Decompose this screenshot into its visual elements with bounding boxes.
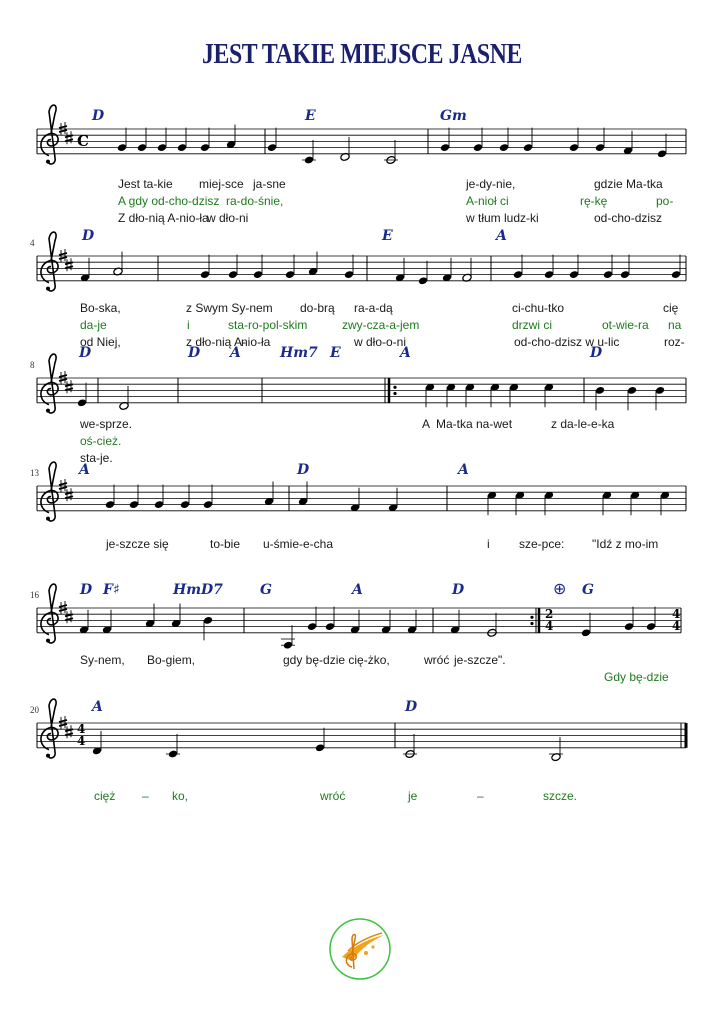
lyric-syllable: Sy-nem, xyxy=(80,653,125,667)
lyric-syllable: rę-kę xyxy=(580,194,608,208)
chord-symbol: D xyxy=(590,345,603,361)
lyric-syllable: szcze. xyxy=(543,789,578,803)
lyric-syllable: Bo-giem, xyxy=(147,653,196,667)
time-signature: 4 xyxy=(672,619,681,633)
lyric-syllable: gdy bę-dzie cię-żko, xyxy=(283,653,390,667)
lyric-syllable: ko, xyxy=(172,789,189,803)
chord-symbol: G xyxy=(582,582,594,598)
lyric-syllable: u-śmie-e-cha xyxy=(263,537,334,551)
staff-system xyxy=(30,699,686,803)
lyric-syllable: Ma-tka na-wet xyxy=(436,417,513,431)
time-signature: 2 xyxy=(545,607,554,621)
staff-system xyxy=(30,345,686,465)
treble-clef-icon xyxy=(41,462,58,521)
sharp-icon xyxy=(59,716,67,729)
repeat-dot xyxy=(393,392,396,395)
chord-symbol: A xyxy=(230,345,241,361)
chord-symbol: D xyxy=(297,462,310,478)
staff-system xyxy=(30,228,686,349)
repeat-dot xyxy=(393,386,396,389)
lyric-syllable: oś-cież. xyxy=(80,434,122,448)
lyric-syllable: Z dło-nią A-nio-ła xyxy=(118,211,209,225)
lyric-syllable: je-szcze się xyxy=(106,537,169,551)
measure-number: 13 xyxy=(30,468,39,478)
lyric-syllable: Jest ta-kie xyxy=(118,177,173,191)
lyric-syllable: z Swym Sy-nem xyxy=(186,301,273,315)
time-signature: 4 xyxy=(77,722,86,736)
sharp-icon xyxy=(59,371,67,384)
sharp-icon xyxy=(59,249,67,262)
lyric-syllable: w dło-o-ni xyxy=(354,335,407,349)
chord-symbol: HmD7 xyxy=(173,582,223,598)
lyric-syllable: i xyxy=(187,318,190,332)
lyric-syllable: to-bie xyxy=(210,537,241,551)
music-logo-icon xyxy=(328,917,392,981)
lyric-syllable: po- xyxy=(656,194,674,208)
chord-symbol: D xyxy=(188,345,201,361)
time-signature: 4 xyxy=(545,619,554,633)
staff-system xyxy=(30,579,681,684)
sharp-icon xyxy=(65,488,73,501)
sharp-icon xyxy=(65,380,73,393)
measure-number: 20 xyxy=(30,705,39,715)
lyric-syllable: do-brą xyxy=(300,301,335,315)
common-time-icon: C xyxy=(77,132,89,150)
lyric-syllable: Bo-ska, xyxy=(80,301,121,315)
lyric-syllable: cięż xyxy=(94,789,116,803)
lyric-syllable: ot-wie-ra xyxy=(602,318,649,332)
lyric-syllable: miej-sce xyxy=(199,177,244,191)
chord-symbol: E xyxy=(305,108,316,124)
sharp-icon xyxy=(59,479,67,492)
lyric-syllable: wróć xyxy=(424,653,450,667)
lyric-syllable: od-cho-dzisz xyxy=(594,211,663,225)
lyric-syllable: ra-do-śnie, xyxy=(226,194,284,208)
lyric-syllable: je-dy-nie, xyxy=(466,177,516,191)
chord-symbol: Gm xyxy=(440,108,467,124)
lyric-syllable: od Niej, xyxy=(80,335,121,349)
lyric-syllable: i xyxy=(487,537,490,551)
lyric-syllable: – xyxy=(477,789,484,803)
lyric-syllable: "Idź z mo-im xyxy=(592,537,659,551)
lyric-syllable: A-nioł ci xyxy=(466,194,509,208)
lyric-syllable: na xyxy=(668,318,682,332)
measure-number: 4 xyxy=(30,238,35,248)
lyric-syllable: ja-sne xyxy=(253,177,286,191)
chord-symbol: A xyxy=(458,462,469,478)
sharp-icon xyxy=(59,601,67,614)
lyric-syllable: od-cho-dzisz w u-lic xyxy=(514,335,620,349)
lyric-syllable: A xyxy=(422,417,431,431)
chord-symbol: D xyxy=(405,699,418,715)
treble-clef-icon xyxy=(41,354,58,413)
repeat-dot xyxy=(530,622,533,625)
chord-symbol: A xyxy=(352,582,363,598)
lyric-syllable: ra-a-dą xyxy=(354,301,393,315)
lyric-syllable: drzwi ci xyxy=(512,318,553,332)
lyric-syllable: – xyxy=(142,789,149,803)
coda-icon: ⊕ xyxy=(553,579,567,598)
lyric-syllable: zwy-cza-a-jem xyxy=(342,318,420,332)
measure-number: 16 xyxy=(30,590,39,600)
lyric-syllable: w tłum ludz-ki xyxy=(466,211,539,225)
chord-symbol: A xyxy=(400,345,411,361)
chord-symbol: A xyxy=(92,699,103,715)
lyric-syllable: ci-chu-tko xyxy=(512,301,565,315)
measure-number: 8 xyxy=(30,360,35,370)
chord-symbol: Hm7 xyxy=(280,345,318,361)
staff-system xyxy=(30,462,686,551)
treble-clef-icon xyxy=(41,584,58,643)
chord-symbol: D xyxy=(82,228,95,244)
lyric-syllable: da-je xyxy=(80,318,107,332)
chord-symbol: G xyxy=(260,582,272,598)
chord-symbol: A xyxy=(79,462,90,478)
lyric-syllable: A gdy od-cho-dzisz xyxy=(118,194,220,208)
chord-symbol: E xyxy=(330,345,341,361)
sharp-icon xyxy=(65,131,73,144)
lyric-syllable: gdzie Ma-tka xyxy=(594,177,663,191)
lyric-syllable: z dło-nią A- xyxy=(186,335,247,349)
chord-symbol: D xyxy=(80,582,93,598)
time-signature: 4 xyxy=(672,607,681,621)
lyric-syllable: Gdy bę-dzie xyxy=(604,670,669,684)
lyric-syllable: we-sprze. xyxy=(80,417,133,431)
lyric-syllable: z da-le-e-ka xyxy=(551,417,615,431)
treble-clef-icon xyxy=(41,699,58,758)
lyric-syllable: roz- xyxy=(664,335,685,349)
lyric-syllable: nio-ła xyxy=(241,335,271,349)
time-signature: 4 xyxy=(77,734,86,748)
chord-symbol: A xyxy=(496,228,507,244)
chord-symbol: E xyxy=(382,228,393,244)
treble-clef-icon xyxy=(41,105,58,164)
lyric-syllable: sta-ro-pol-skim xyxy=(228,318,308,332)
sharp-icon xyxy=(65,258,73,271)
sharp-icon xyxy=(59,122,67,135)
lyric-syllable: sze-pce: xyxy=(519,537,565,551)
chord-symbol: D xyxy=(452,582,465,598)
sharp-icon xyxy=(65,725,73,738)
lyric-syllable: je xyxy=(408,789,418,803)
lyric-syllable: je-szcze". xyxy=(454,653,506,667)
chord-symbol: D xyxy=(92,108,105,124)
chord-symbol: F♯ xyxy=(103,582,120,598)
page-title: JEST TAKIE MIEJSCE JASNE xyxy=(202,38,522,70)
lyric-syllable: w dło-ni xyxy=(207,211,249,225)
repeat-dot xyxy=(530,616,533,619)
sharp-icon xyxy=(65,610,73,623)
lyric-syllable: cię xyxy=(663,301,679,315)
lyric-syllable: sta-je. xyxy=(80,451,113,465)
chord-symbol: D xyxy=(79,345,92,361)
lyric-syllable: wróć xyxy=(320,789,346,803)
treble-clef-icon xyxy=(41,232,58,291)
staff-system xyxy=(37,105,686,225)
